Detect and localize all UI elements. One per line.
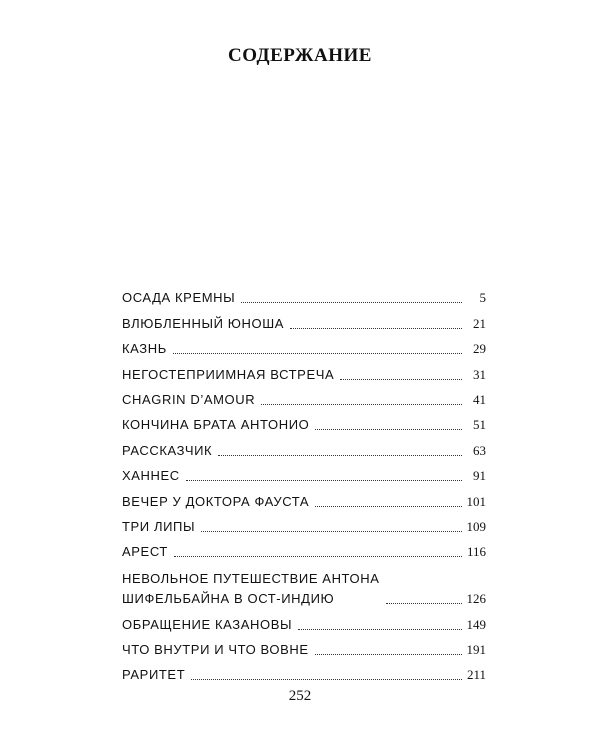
toc-entry-title-line: ШИФЕЛЬБАЙНА В ОСТ-ИНДИЮ [122, 591, 335, 607]
toc-entry-title-line: ЧТО ВНУТРИ И ЧТО ВОВНЕ [122, 642, 309, 658]
toc-entry-title [122, 390, 255, 410]
toc-entry-title-line: ОСАДА КРЕМНЫ [122, 290, 236, 306]
dot-leader [218, 454, 462, 456]
dot-leader [298, 628, 462, 630]
toc-entry-title-line: НЕВОЛЬНОЕ ПУТЕШЕСТВИЕ АНТОНА [122, 571, 380, 587]
dot-leader [261, 403, 462, 405]
toc-entry [122, 334, 486, 359]
toc-entry [122, 308, 486, 333]
toc-entry-page: 41 [473, 391, 486, 407]
dot-leader [290, 327, 462, 329]
toc-entry [122, 461, 486, 486]
dot-leader [340, 378, 462, 380]
toc-entry-title-line: КОНЧИНА БРАТА АНТОНИО [122, 417, 310, 433]
toc-entry [122, 486, 486, 511]
toc-entry-title [122, 569, 380, 609]
table-of-contents [122, 283, 486, 685]
toc-entry-title [122, 415, 309, 435]
toc-entry-page: 191 [466, 642, 486, 658]
toc-entry-page: 116 [466, 544, 486, 560]
toc-entry-page: 149 [466, 616, 486, 632]
toc-entry [122, 537, 486, 562]
toc-entry [122, 660, 486, 685]
toc-entry-title-line: АРЕСТ [122, 544, 168, 560]
toc-entry-title [122, 365, 334, 385]
toc-entry-title [122, 517, 195, 537]
toc-entry-page: 101 [466, 493, 486, 509]
toc-entry-page: 109 [466, 518, 486, 534]
toc-entry-title [122, 542, 168, 562]
toc-entry-title [122, 441, 212, 461]
toc-entry-title-line: РАРИТЕТ [122, 667, 186, 683]
toc-entry-title-line: CHAGRIN D’AMOUR [122, 391, 256, 407]
toc-entry-title [122, 640, 309, 660]
dot-leader [174, 555, 462, 557]
dot-leader [173, 352, 462, 354]
dot-leader [201, 530, 462, 532]
toc-entry [122, 635, 486, 660]
toc-entry-page: 126 [466, 591, 486, 607]
dot-leader [315, 428, 462, 430]
toc-entry [122, 385, 486, 410]
toc-entry-title-line: ОБРАЩЕНИЕ КАЗАНОВЫ [122, 616, 293, 632]
toc-entry-title-line: ТРИ ЛИПЫ [122, 518, 196, 534]
toc-entry-page: 21 [473, 315, 486, 331]
toc-entry [122, 609, 486, 634]
toc-entry-title-line: КАЗНЬ [122, 341, 167, 357]
toc-entry [122, 283, 486, 308]
toc-entry-title-line: НЕГОСТЕПРИИМНАЯ ВСТРЕЧА [122, 366, 335, 382]
toc-entry-title [122, 466, 180, 486]
toc-entry-title [122, 492, 309, 512]
dot-leader [186, 479, 462, 481]
dot-leader [386, 602, 463, 604]
toc-entry-page: 51 [473, 417, 486, 433]
toc-entry-title-line: ВЛЮБЛЕННЫЙ ЮНОША [122, 315, 284, 331]
dot-leader [315, 653, 462, 655]
dot-leader [241, 301, 462, 303]
toc-entry [122, 410, 486, 435]
toc-entry-page: 29 [473, 341, 486, 357]
toc-entry-title [122, 615, 292, 635]
toc-entry [122, 435, 486, 460]
toc-entry-page: 91 [473, 468, 486, 484]
toc-entry [122, 359, 486, 384]
page-title: СОДЕРЖАНИЕ [228, 45, 372, 66]
dot-leader [191, 678, 462, 680]
toc-entry-title [122, 339, 167, 359]
toc-entry-title [122, 288, 235, 308]
page-number: 252 [288, 688, 312, 704]
toc-entry [122, 562, 486, 609]
toc-entry-page: 5 [479, 290, 486, 306]
toc-entry-title-line: РАССКАЗЧИК [122, 442, 213, 458]
toc-entry-title [122, 314, 284, 334]
toc-entry-title-line: ВЕЧЕР У ДОКТОРА ФАУСТА [122, 493, 310, 509]
toc-entry-page: 211 [466, 667, 486, 683]
toc-entry [122, 512, 486, 537]
dot-leader [315, 505, 462, 507]
toc-entry-title [122, 665, 185, 685]
toc-entry-page: 63 [473, 442, 486, 458]
toc-entry-title-line: ХАННЕС [122, 468, 180, 484]
toc-entry-page: 31 [473, 366, 486, 382]
